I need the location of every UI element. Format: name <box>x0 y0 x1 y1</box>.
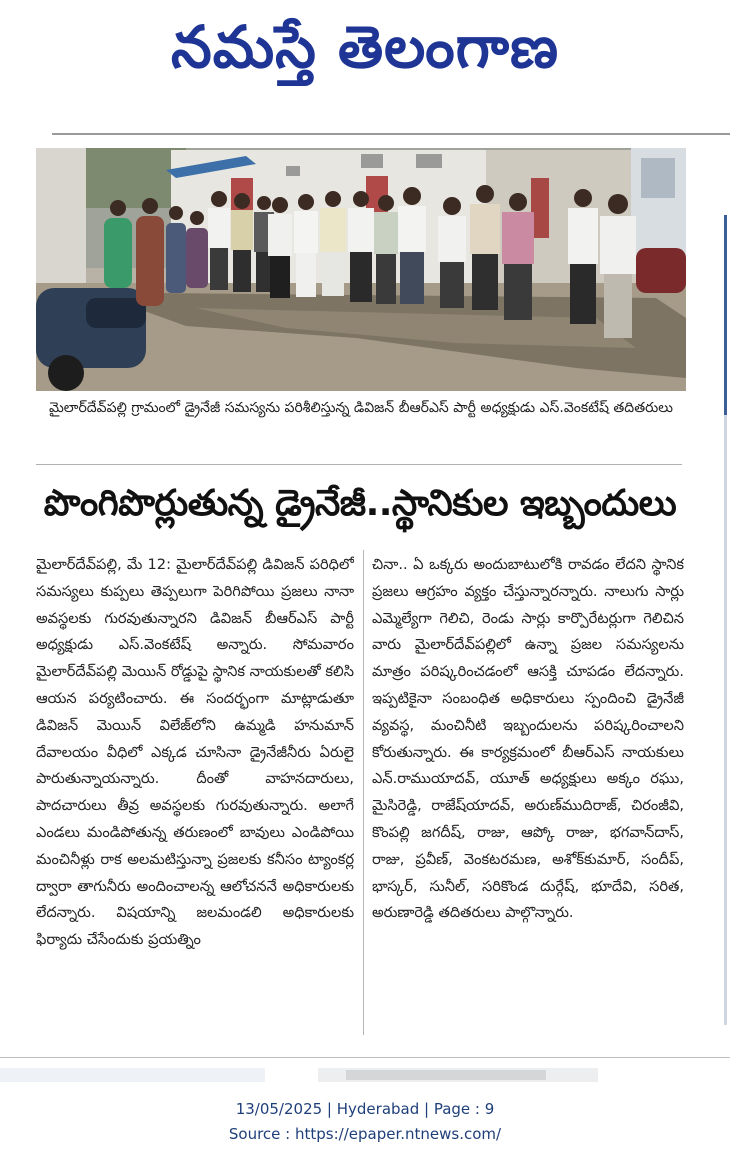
next-article-fragment <box>0 1068 265 1082</box>
news-photo <box>36 148 686 391</box>
footer-divider <box>0 1057 730 1058</box>
column-divider <box>363 550 364 1035</box>
article-headline: పొంగిపొర్లుతున్న డ్రైనేజీ..స్థానికుల ఇబ్బందులు <box>43 483 677 524</box>
article-column-right <box>372 552 684 1038</box>
masthead <box>0 0 730 120</box>
caption-divider <box>36 464 682 465</box>
source-info: Source : https://epaper.ntnews.com/ <box>228 1125 502 1143</box>
photo-caption: మైలార్‌దేవ్‌పల్లి గ్రామంలో డ్రైనేజీ సమస్యను పరిశీలిస్తున్న డివిజన్ బీఆర్‌ఎస్ పార్టీ అధ్యక్షుడు ఎస్.వెంకటేష్ తదితరులు <box>49 400 673 416</box>
newspaper-logo: నమస్తే తెలంగాణ <box>171 13 559 81</box>
news-photo-illustration <box>36 148 686 391</box>
edition-info: 13/05/2025 | Hyderabad | Page : 9 <box>235 1100 495 1118</box>
article-body-left: మైలార్‌దేవ్‌పల్లి, మే 12: మైలార్‌దేవ్‌పల్లి డివిజన్ పరిధిలో సమస్యలు కుప్పలు తెప్పలుగా పెరిగిపోయి ప్రజలు నానా అవస్థలకు గురవుతున్నారని డివిజన్ బీఆర్‌ఎస్ పార్టీ అధ్యక్షుడు ఎస్.వెంకటేష్ అన్నారు. సోమవారం మైలార్‌దేవ్‌పల్లి మెయిన్ రోడ్డుపై స్థానిక నాయకులతో కలిసి ఆయన పర్యటించారు. ఈ సందర్భంగా మాట్లాడుతూ డివిజన్ మెయిన్ విలేజ్‌లోని ఉమ్మడి హనుమాన్ దేవాలయం వీధిలో ఎక్కడ చూసినా డ్రైనేజీనీరు ఏరులై పారుతున్నాయన్నారు. దీంతో వాహనదారులు, పాదచారులు తీవ్ర అవస్థలకు గురవుతున్నారు. అలాగే ఎండలు మండిపోతున్న తరుణంలో బావులు ఎండిపోయి మంచినీళ్లు రాక అలమటిస్తున్నా ప్రజలకు కనీసం ట్యాంకర్ల ద్వారా తాగునీరు అందించాలన్న ఆలోచననే అధికారులకు లేదన్నారు. విషయాన్ని జలమండలి అధికారులకు ఫిర్యాదు చేసేందుకు ప్రయత్నిం <box>36 556 354 949</box>
header-divider <box>52 133 730 135</box>
adjacent-page-edge-accent <box>724 215 727 415</box>
next-article-fragment-headline <box>318 1068 598 1082</box>
article-body-right: చినా.. ఏ ఒక్కరు అందుబాటులోకి రావడం లేదని స్థానిక ప్రజలు ఆగ్రహం వ్యక్తం చేస్తున్నారన్నారు. నాలుగు సార్లు ఎమ్మెల్యేగా గెలిచి, రెండు సార్లు కార్పొరేటర్లుగా గెలిచిన వారు మైలార్‌దేవ్‌పల్లిలో ఉన్నా ప్రజల సమస్యలను మాత్రం పరిష్కరించడంలో ఆసక్తి చూపడం లేదన్నారు. ఇప్పటికైనా సంబంధిత అధికారులు స్పందించి డ్రైనేజీ వ్యవస్థ, మంచినీటి ఇబ్బందులను పరిష్కరించాలని కోరుతున్నారు. ఈ కార్యక్రమంలో బీఆర్‌ఎస్ నాయకులు ఎన్.రాముయాదవ్, యూత్ అధ్యక్షులు అక్కం రఘు, మైసిరెడ్డి, రాజేష్‌యాదవ్, అరుణ్‌ముదిరాజ్, చిరంజీవి, కొంపల్లి జగదీష్, రాజు, ఆప్కో రాజు, భగవాన్‌దాస్, రాజు, ప్రవీణ్, వెంకటరమణ, అశోక్‌కుమార్, సందీప్, భాస్కర్, సునీల్, సరికొండ దుర్గేష్, భూదేవి, సరిత, అరుణారెడ్డి తదితరులు పాల్గొన్నారు. <box>372 556 684 922</box>
adjacent-page-edge <box>724 215 727 1025</box>
article-column-left <box>36 552 354 1038</box>
next-article-text-placeholder <box>346 1070 546 1080</box>
